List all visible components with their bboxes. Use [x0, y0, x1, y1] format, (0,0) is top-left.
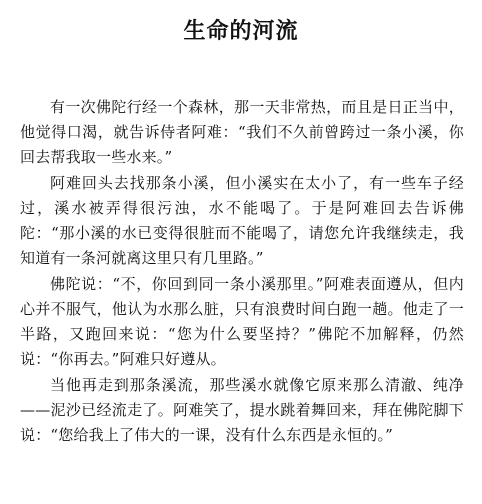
paragraph-3: 佛陀说：“不，你回到同一条小溪那里。”阿难表面遵从，但内心并不服气，他认为水那么脏，只有浪费时间白跑一趟。他走了一半路，又跑回来说：“您为什么要坚持？”佛陀不加解释，仍然说：“你再去。”阿难只好遵从。 — [20, 275, 464, 368]
paragraph-1: 有一次佛陀行经一个森林，那一天非常热，而且是日正当中，他觉得口渴，就告诉侍者阿难：“我们不久前曾跨过一条小溪，你回去帮我取一些水来。” — [20, 98, 464, 166]
paragraph-4: 当他再走到那条溪流，那些溪水就像它原来那么清澈、纯净——泥沙已经流走了。阿难笑了，提水跳着舞回来，拜在佛陀脚下说：“您给我上了伟大的一课，没有什么东西是永恒的。” — [20, 376, 464, 444]
paragraph-2: 阿难回头去找那条小溪，但小溪实在太小了，有一些车子经过，溪水被弄得很污浊，水不能喝了。于是阿难回去告诉佛陀：“那小溪的水已变得很脏而不能喝了，请您允许我继续走，我知道有一条河就离这里只有几里路。” — [20, 174, 464, 267]
page-title: 生命的河流 — [183, 18, 299, 44]
article-body — [20, 95, 464, 449]
